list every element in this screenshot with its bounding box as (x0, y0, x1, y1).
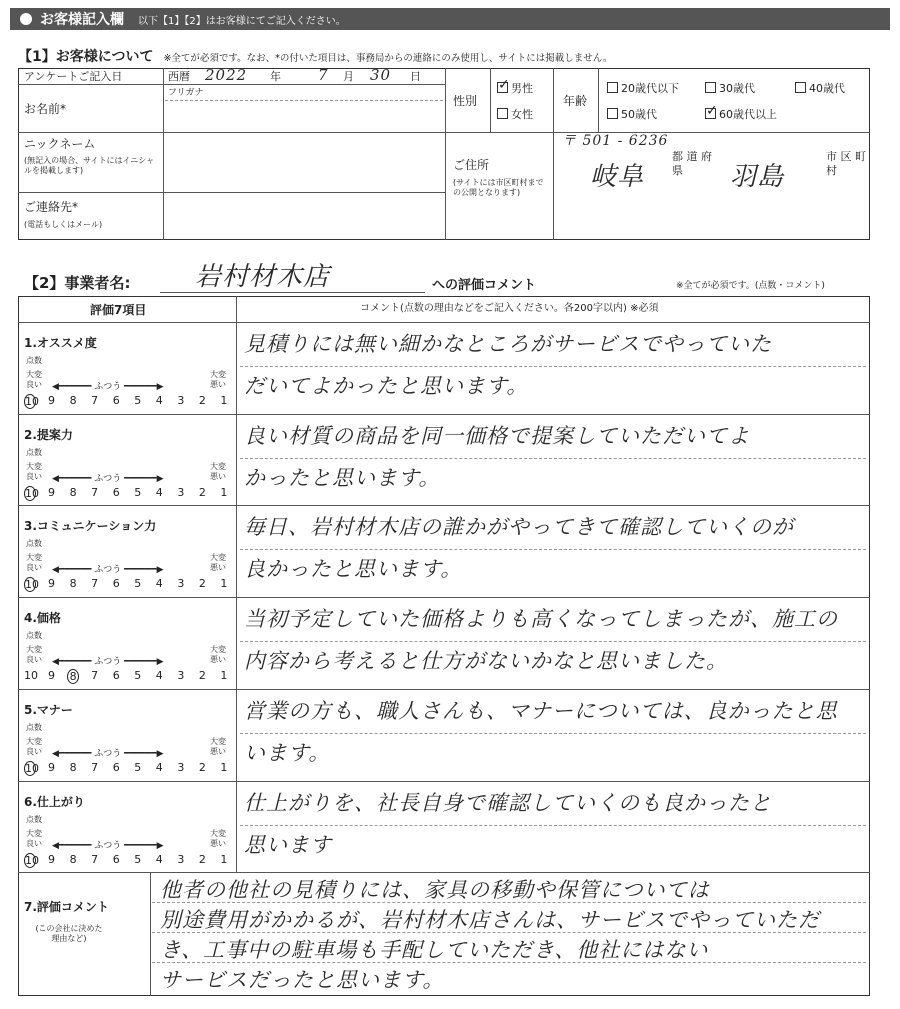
mid-label: ふつう (94, 840, 122, 851)
score-option[interactable]: 9 (48, 577, 56, 591)
score-option[interactable]: 1 (220, 577, 228, 591)
form-header (10, 8, 890, 30)
scale-arrow: ◀━━━━━━ ふつう ━━━━━━▶ (52, 473, 164, 484)
comment-line[interactable]: 仕上がりを、社長自身で確認していくのも良かったと (244, 790, 772, 815)
section2-note: ※全てが必須です。(点数・コメント) (676, 281, 825, 291)
contact-label: ご連絡先* (24, 200, 79, 214)
worst-label: 大変悪い (210, 736, 226, 756)
score-option[interactable]: 2 (198, 760, 206, 774)
rating-item-title: 5.マナー (24, 702, 73, 717)
comment-line[interactable]: 思います (244, 832, 332, 857)
contact-note: (電話もしくはメール) (24, 220, 103, 229)
mid-label: ふつう (94, 473, 122, 484)
score-option[interactable]: 3 (177, 485, 185, 499)
score-option[interactable]: 4 (155, 852, 163, 866)
worst-label: 大変悪い (210, 645, 226, 665)
day-value[interactable]: 30 (370, 66, 392, 84)
score-scale (22, 394, 232, 409)
comment-line[interactable]: 営業の方も、職人さんも、マナーについては、良かったと思 (244, 698, 838, 723)
score-option[interactable]: 8 (69, 394, 77, 407)
gender-male[interactable]: ✓男性 (497, 80, 533, 96)
comment-title: 7.評価コメント (24, 900, 109, 914)
rating-item-title: 4.価格 (24, 611, 61, 626)
score-option[interactable]: 8 (69, 485, 77, 499)
year-value[interactable]: 2022 (205, 66, 248, 84)
score-option[interactable]: 7 (91, 577, 99, 591)
worst-label: 大変悪い (210, 553, 226, 573)
rating-item-title: 3.コミュニケーション力 (24, 519, 157, 534)
score-option[interactable]: 7 (91, 394, 99, 407)
name-label: お名前* (24, 102, 67, 116)
era-label: 西暦 (168, 70, 190, 83)
score-option[interactable]: 5 (134, 577, 142, 591)
score-label: 点数 (26, 814, 42, 824)
score-option[interactable]: 2 (198, 577, 206, 591)
score-option[interactable]: 7 (91, 852, 99, 866)
prefecture-value[interactable]: 岐阜 (590, 162, 645, 192)
best-label: 大変良い (26, 553, 42, 573)
gender-label: 性別 (453, 94, 478, 108)
age-option[interactable]: 20歳代以下 (607, 80, 679, 96)
score-option[interactable]: 4 (155, 760, 163, 774)
score-scale (22, 761, 232, 776)
mid-label: ふつう (94, 748, 122, 759)
circle-icon (20, 13, 32, 25)
checkbox-icon[interactable] (497, 108, 508, 119)
best-label: 大変良い (26, 370, 42, 389)
age-option[interactable]: 30歳代 (705, 80, 755, 96)
scale-arrow: ◀━━━━━━ ふつう ━━━━━━▶ (52, 657, 164, 668)
day-unit: 日 (410, 70, 421, 83)
section2-suffix: への評価コメント (432, 278, 537, 293)
age-option[interactable]: ✓ 60歳代以上 (705, 106, 777, 122)
postal-code[interactable]: 〒 501 - 6236 (562, 133, 669, 149)
checkbox-icon[interactable] (607, 108, 618, 119)
col-header-comment: コメント(点数の理由などをご記入ください。各200字以内) ※必須 (360, 303, 659, 314)
furigana-label: フリガナ (168, 88, 204, 98)
month-value[interactable]: 7 (318, 66, 329, 84)
checkbox-icon[interactable] (795, 82, 806, 93)
overall-comment-line[interactable]: 別途費用がかかるが、岩村材木店さんは、サービスでやっていただ (160, 908, 820, 932)
score-option[interactable]: 1 (220, 760, 228, 774)
score-option[interactable]: 7 (91, 669, 99, 683)
nickname-label: ニックネーム (24, 137, 96, 151)
score-option[interactable]: 3 (177, 394, 185, 407)
score-option[interactable]: 1 (220, 852, 228, 866)
score-option[interactable]: 9 (48, 394, 56, 407)
best-label: 大変良い (26, 461, 42, 481)
overall-comment-line[interactable]: き、工事中の駐車場も手配していただき、他社にはない (160, 938, 709, 962)
age-option[interactable]: 40歳代 (795, 80, 845, 96)
score-label: 点数 (26, 539, 42, 549)
section1-note: ※全てが必須です。なお、*の付いた項目は、事務局からの連絡にのみ使用し、サイトには掲載しません。 (163, 53, 613, 64)
score-scale (22, 669, 232, 684)
score-option[interactable]: 5 (134, 669, 142, 683)
score-option[interactable]: 3 (177, 852, 185, 866)
month-unit: 月 (343, 70, 354, 83)
best-label: 大変良い (26, 736, 42, 756)
prefecture-units: 都 道 府 県 (672, 150, 712, 177)
comment-line[interactable]: 見積りには無い細かなところがサービスでやっていた (244, 332, 772, 356)
company-name[interactable]: 岩村材木店 (195, 262, 331, 292)
mid-label: ふつう (94, 657, 122, 668)
score-option[interactable]: 6 (112, 577, 120, 591)
score-scale (22, 577, 232, 592)
score-label: 点数 (26, 631, 42, 641)
year-unit: 年 (270, 70, 281, 83)
score-option[interactable]: 5 (134, 394, 142, 407)
score-option[interactable]: 4 (155, 669, 163, 683)
form-subtitle: 以下【1】【2】はお客様にてご記入ください。 (138, 15, 346, 27)
score-option[interactable]: 4 (155, 394, 163, 407)
section2-title: 【2】事業者名: (24, 274, 131, 292)
address-note: (サイトには市区町村までの公開となります) (453, 178, 544, 197)
score-option[interactable]: 10 (25, 761, 39, 775)
comment-line[interactable]: かったと思います。 (244, 465, 441, 490)
score-option[interactable]: 2 (198, 394, 206, 407)
checkbox-icon[interactable] (607, 82, 618, 93)
worst-label: 大変悪い (210, 370, 226, 389)
address-label: ご住所 (453, 158, 490, 172)
score-option[interactable]: 8 (69, 577, 77, 591)
checkbox-checked-icon[interactable] (497, 82, 508, 93)
best-label: 大変良い (26, 645, 42, 665)
score-scale (22, 853, 232, 868)
score-option[interactable]: 3 (177, 760, 185, 774)
scale-arrow: ◀━━━━━━ ふつう ━━━━━━▶ (52, 748, 164, 759)
score-option[interactable]: 9 (48, 485, 56, 499)
score-option[interactable]: 2 (198, 485, 206, 499)
score-option[interactable]: 4 (155, 577, 163, 591)
score-option[interactable]: 7 (91, 485, 99, 499)
rating-item-title: 6.仕上がり (24, 794, 85, 809)
comment-line[interactable]: 当初予定していた価格よりも高くなってしまったが、施工の (244, 607, 838, 632)
comment-line[interactable]: 良い材質の商品を同一価格で提案していただいてよ (244, 423, 750, 448)
score-option[interactable]: 2 (198, 852, 206, 866)
score-option[interactable]: 4 (155, 485, 163, 499)
comment-line[interactable]: 毎日、岩村材木店の誰かがやってきて確認していくのが (244, 515, 794, 540)
score-option[interactable]: 10 (25, 578, 39, 592)
scale-arrow: ◀━━━━━━ ふつう ━━━━━━▶ (52, 382, 164, 392)
checkbox-checked-icon[interactable] (705, 108, 716, 119)
score-option[interactable]: 1 (220, 669, 228, 683)
score-option[interactable]: 6 (112, 760, 120, 774)
checkbox-icon[interactable] (705, 82, 716, 93)
score-option[interactable]: 6 (112, 485, 120, 499)
section1-title: 【1】お客様について ※全てが必須です。なお、*の付いた項目は、事務局からの連絡にのみ使用し、サイトには掲載しません。 (18, 49, 613, 65)
score-scale (22, 486, 232, 501)
score-option[interactable]: 3 (177, 669, 185, 683)
age-label: 年齢 (563, 94, 588, 108)
nickname-note: (無記入の場合、サイトにはイニシャルを掲載します) (24, 156, 155, 175)
best-label: 大変良い (26, 828, 42, 848)
mid-label: ふつう (94, 565, 122, 576)
city-value[interactable]: 羽島 (730, 162, 785, 192)
comment-line[interactable]: だいてよかったと思います。 (244, 374, 529, 398)
col-header-items: 評価7項目 (90, 303, 147, 317)
score-option[interactable]: 9 (48, 760, 56, 774)
score-option[interactable]: 6 (112, 394, 120, 407)
score-option[interactable]: 10 (25, 853, 39, 867)
score-option[interactable]: 9 (48, 852, 56, 866)
worst-label: 大変悪い (210, 828, 226, 848)
gender-female[interactable]: 女性 (497, 106, 533, 122)
rating-item-title: 1.オススメ度 (24, 336, 97, 350)
mid-label: ふつう (94, 382, 122, 392)
score-option[interactable]: 6 (112, 852, 120, 866)
score-option[interactable]: 8 (69, 760, 77, 774)
score-label: 点数 (26, 447, 42, 457)
score-option[interactable]: 5 (134, 760, 142, 774)
score-option[interactable]: 5 (134, 852, 142, 866)
comment-line[interactable]: います。 (244, 740, 331, 765)
score-label: 点数 (26, 722, 42, 732)
overall-comment-line[interactable]: サービスだったと思います。 (160, 968, 445, 992)
age-option[interactable]: 50歳代 (607, 106, 657, 122)
overall-comment-line[interactable]: 他者の他社の見積りには、家具の移動や保管については (160, 878, 710, 902)
score-option[interactable]: 8 (67, 669, 79, 684)
worst-label: 大変悪い (210, 461, 226, 481)
score-option[interactable]: 8 (69, 852, 77, 866)
score-option[interactable]: 10 (25, 486, 39, 500)
score-option[interactable]: 1 (220, 485, 228, 499)
score-option[interactable]: 6 (112, 669, 120, 683)
score-option[interactable]: 9 (48, 669, 56, 683)
score-option[interactable]: 1 (220, 394, 228, 407)
score-option[interactable]: 2 (198, 669, 206, 683)
score-option[interactable]: 7 (91, 760, 99, 774)
score-option[interactable]: 3 (177, 577, 185, 591)
score-option[interactable]: 10 (25, 395, 39, 408)
comment-line[interactable]: 良かったと思います。 (244, 557, 463, 582)
date-label: アンケートご記入日 (24, 70, 123, 83)
score-option[interactable]: 10 (24, 669, 38, 683)
form-title: お客様記入欄 (40, 12, 124, 28)
rating-item-title: 2.提案力 (24, 427, 73, 442)
comment-note: (この会社に決めた理由など) (35, 924, 103, 943)
comment-line[interactable]: 内容から考えると仕方がないかなと思いました。 (244, 649, 728, 674)
score-label: 点数 (26, 356, 42, 365)
scale-arrow: ◀━━━━━━ ふつう ━━━━━━▶ (52, 565, 164, 576)
city-units: 市 区 町 村 (826, 150, 866, 177)
score-option[interactable]: 5 (134, 485, 142, 499)
scale-arrow: ◀━━━━━━ ふつう ━━━━━━▶ (52, 840, 164, 851)
